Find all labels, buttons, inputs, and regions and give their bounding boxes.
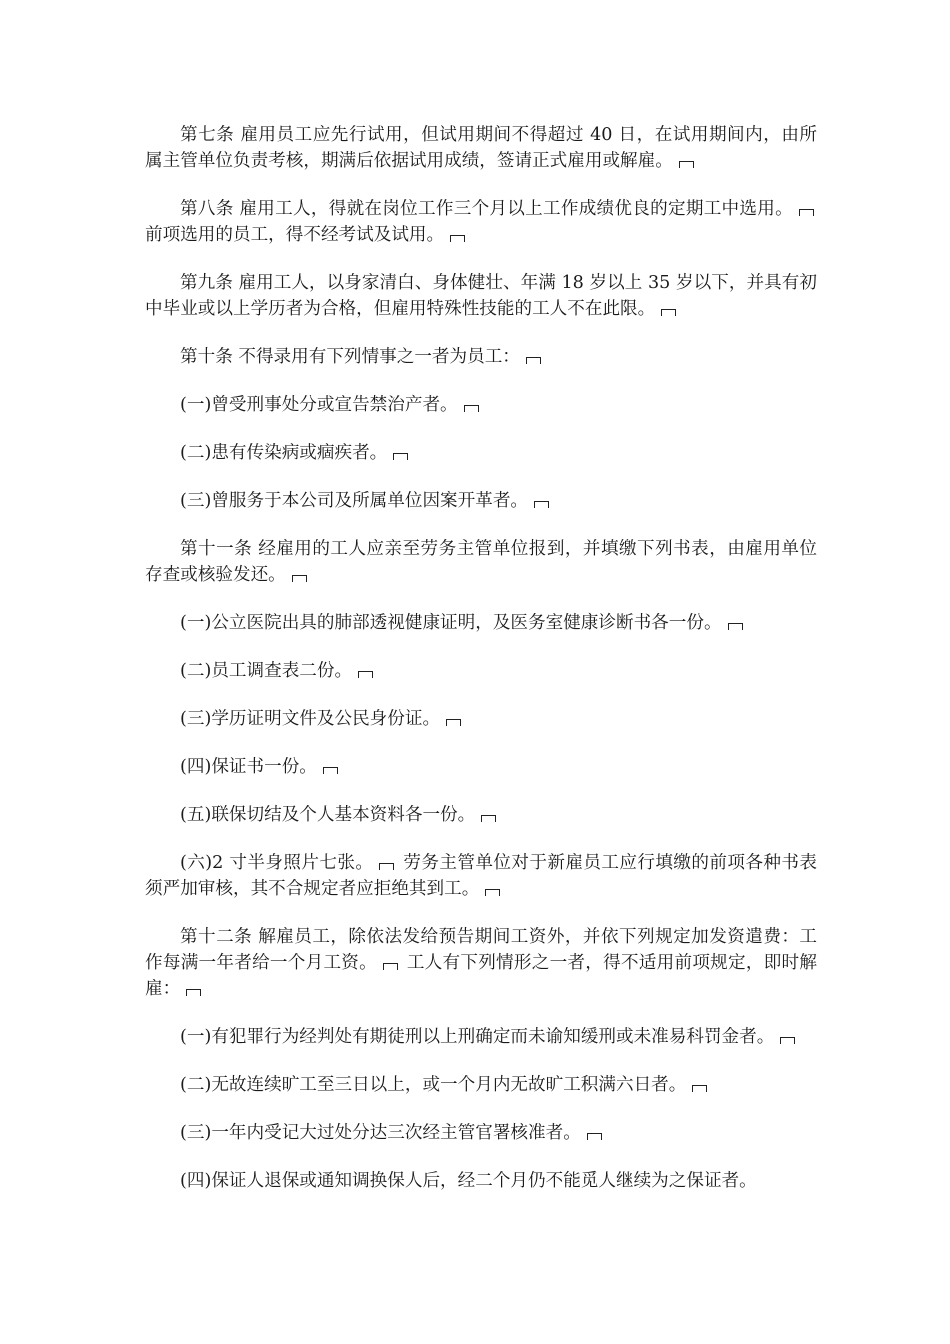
paragraph	[145, 122, 817, 174]
paragraph-mark-icon	[358, 671, 373, 678]
paragraph-mark-icon	[450, 235, 465, 242]
paragraph	[145, 1168, 817, 1194]
paragraph-text: (三)曾服务于本公司及所属单位因案开革者。	[180, 491, 529, 511]
paragraph	[145, 924, 817, 1002]
paragraph-mark-icon	[383, 963, 398, 970]
paragraph-text: (二)员工调查表二份。	[180, 661, 353, 681]
paragraph-mark-icon	[186, 989, 201, 996]
paragraph-mark-icon	[393, 453, 408, 460]
paragraph-mark-icon	[799, 209, 814, 216]
paragraph-text: (六)2 寸半身照片七张。	[180, 853, 374, 873]
paragraph-mark-icon	[728, 623, 743, 630]
paragraph-mark-icon	[679, 161, 694, 168]
paragraph-mark-icon	[534, 501, 549, 508]
paragraph	[145, 658, 817, 684]
paragraph-text: (四)保证人退保或通知调换保人后，经二个月仍不能觅人继续为之保证者。	[180, 1171, 757, 1191]
paragraph-text: (四)保证书一份。	[180, 757, 317, 777]
paragraph	[145, 488, 817, 514]
paragraph	[145, 392, 817, 418]
paragraph-text: (二)无故连续旷工至三日以上，或一个月内无故旷工积满六日者。	[180, 1075, 687, 1095]
paragraph-mark-icon	[446, 719, 461, 726]
document-body	[145, 122, 817, 1216]
paragraph	[145, 1072, 817, 1098]
paragraph-text: (一)曾受刑事处分或宣告禁治产者。	[180, 395, 458, 415]
paragraph-text: (三)一年内受记大过处分达三次经主管官署核准者。	[180, 1123, 581, 1143]
paragraph-text: (一)有犯罪行为经判处有期徒刑以上刑确定而未谕知缓刑或未准易科罚金者。	[180, 1027, 775, 1047]
paragraph-text: 第七条 雇用员工应先行试用，但试用期间不得超过 40 日，在试用期间内，由所属主管单位负责考核，期满后依据试用成绩，签请正式雇用或解雇。	[145, 125, 817, 171]
paragraph-text: 第十二条 解雇员工，除依法发给预告期间工资外，并依下列规定加发资遣费：工作每满一年者给一个月工资。	[145, 927, 817, 973]
paragraph	[145, 270, 817, 322]
paragraph	[145, 850, 817, 902]
paragraph	[145, 706, 817, 732]
paragraph-text: (二)患有传染病或痼疾者。	[180, 443, 388, 463]
paragraph	[145, 440, 817, 466]
paragraph-text: (五)联保切结及个人基本资料各一份。	[180, 805, 476, 825]
paragraph-mark-icon	[323, 767, 338, 774]
paragraph-text: 第十一条 经雇用的工人应亲至劳务主管单位报到，并填缴下列书表，由雇用单位存查或核验发还。	[145, 539, 817, 585]
paragraph	[145, 1120, 817, 1146]
paragraph-text: (三)学历证明文件及公民身份证。	[180, 709, 441, 729]
paragraph-mark-icon	[481, 815, 496, 822]
paragraph-text: 劳务主管单位对于新雇员工应行填缴的前项各种书表须严加审核，其不合规定者应拒绝其到工。	[145, 853, 818, 899]
paragraph-text: 工人有下列情形之一者，得不适用前项规定，即时解雇：	[145, 953, 817, 999]
paragraph-mark-icon	[464, 405, 479, 412]
paragraph	[145, 610, 817, 636]
paragraph-text: 前项选用的员工，得不经考试及试用。	[145, 225, 445, 245]
paragraph-text: (一)公立医院出具的肺部透视健康证明，及医务室健康诊断书各一份。	[180, 613, 722, 633]
paragraph-mark-icon	[485, 889, 500, 896]
paragraph-mark-icon	[661, 309, 676, 316]
paragraph-text: 第十条 不得录用有下列情事之一者为员工：	[180, 347, 520, 367]
paragraph	[145, 344, 817, 370]
paragraph	[145, 536, 817, 588]
paragraph	[145, 754, 817, 780]
paragraph-text: 第九条 雇用工人，以身家清白、身体健壮、年满 18 岁以上 35 岁以下，并具有初中毕业或以上学历者为合格，但雇用特殊性技能的工人不在此限。	[145, 273, 817, 319]
paragraph	[145, 1024, 817, 1050]
paragraph-mark-icon	[780, 1037, 795, 1044]
paragraph-mark-icon	[587, 1133, 602, 1140]
paragraph-mark-icon	[292, 575, 307, 582]
paragraph	[145, 196, 817, 248]
paragraph-mark-icon	[692, 1085, 707, 1092]
paragraph	[145, 802, 817, 828]
paragraph-mark-icon	[379, 863, 394, 870]
paragraph-text: 第八条 雇用工人，得就在岗位工作三个月以上工作成绩优良的定期工中选用。	[180, 199, 793, 219]
paragraph-mark-icon	[526, 357, 541, 364]
